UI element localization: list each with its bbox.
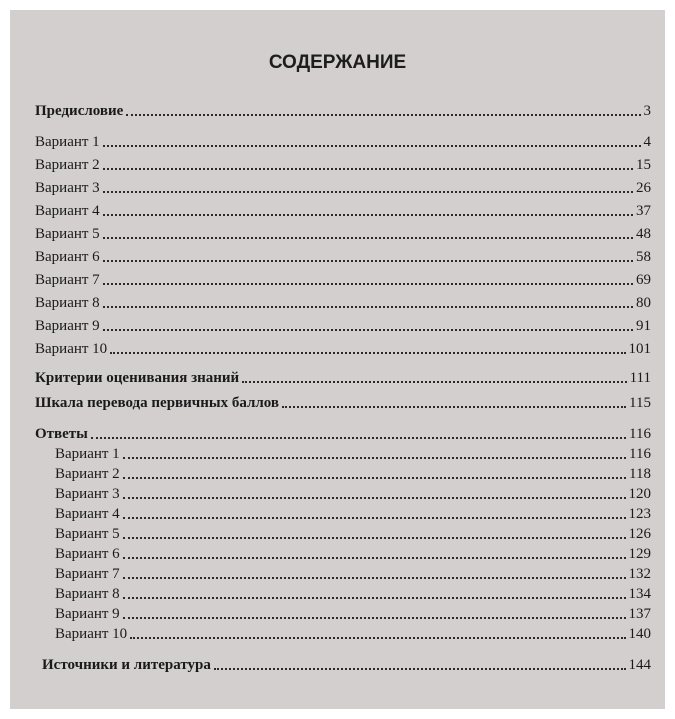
toc-entry xyxy=(55,522,651,542)
toc-entry-label: Вариант 3 xyxy=(55,486,120,502)
dot-leader xyxy=(103,282,633,285)
toc-entry xyxy=(55,562,651,582)
toc-entry-page-number: 140 xyxy=(628,626,651,642)
toc-entry-label: Вариант 7 xyxy=(55,566,120,582)
toc-entry xyxy=(35,99,651,119)
dot-leader xyxy=(123,536,626,539)
toc-entry-page-number: 48 xyxy=(636,226,651,242)
dot-leader xyxy=(123,456,626,459)
toc-entry-page-number: 115 xyxy=(629,395,651,411)
toc-entry-page-number: 144 xyxy=(628,657,651,673)
toc-entry-page-number: 126 xyxy=(628,526,651,542)
dot-leader xyxy=(103,236,633,239)
toc-entry-page-number: 129 xyxy=(628,546,651,562)
toc-entry-label: Вариант 4 xyxy=(35,203,100,219)
toc-entry xyxy=(35,366,651,386)
toc-entry xyxy=(55,582,651,602)
dot-leader xyxy=(110,351,625,354)
toc-entry-page-number: 58 xyxy=(636,249,651,265)
toc-entry-page-number: 137 xyxy=(628,606,651,622)
dot-leader xyxy=(103,190,633,193)
toc-entry-label: Вариант 8 xyxy=(55,586,120,602)
toc-entry-label: Вариант 7 xyxy=(35,272,100,288)
toc-entry-label: Вариант 8 xyxy=(35,295,100,311)
toc-entry-label: Вариант 6 xyxy=(35,249,100,265)
toc-entry-page-number: 3 xyxy=(643,103,651,119)
toc-entry-page-number: 123 xyxy=(628,506,651,522)
toc-entry-page-number: 111 xyxy=(629,370,651,386)
toc-entry xyxy=(55,622,651,642)
dot-leader xyxy=(91,436,626,439)
toc-entry-page-number: 69 xyxy=(636,272,651,288)
toc-entry xyxy=(35,153,651,173)
toc-entry xyxy=(35,222,651,242)
toc-entry-page-number: 118 xyxy=(629,466,651,482)
toc-entry-label: Вариант 3 xyxy=(35,180,100,196)
toc-entry xyxy=(35,422,651,442)
dot-leader xyxy=(123,476,626,479)
dot-leader xyxy=(123,516,626,519)
dot-leader xyxy=(126,113,640,116)
toc-entry-page-number: 116 xyxy=(629,426,651,442)
toc-entry-page-number: 132 xyxy=(628,566,651,582)
toc-entry-label: Вариант 9 xyxy=(55,606,120,622)
toc-entry-label: Вариант 1 xyxy=(55,446,120,462)
dot-leader xyxy=(214,667,626,670)
toc-entry xyxy=(35,130,651,150)
toc-entry xyxy=(55,602,651,622)
dot-leader xyxy=(123,556,626,559)
dot-leader xyxy=(103,259,633,262)
toc-entry xyxy=(35,176,651,196)
toc-entry-label: Вариант 2 xyxy=(35,157,100,173)
page-title: СОДЕРЖАНИЕ xyxy=(268,52,407,73)
toc-entry-page-number: 37 xyxy=(636,203,651,219)
dot-leader xyxy=(130,636,625,639)
dot-leader xyxy=(103,167,633,170)
toc-entry-page-number: 116 xyxy=(629,446,651,462)
toc-entry-label: Шкала перевода первичных баллов xyxy=(35,395,280,411)
toc-entry-label: Вариант 10 xyxy=(55,626,128,642)
dot-leader xyxy=(123,576,626,579)
toc-entry-label: Вариант 5 xyxy=(55,526,120,542)
toc-entry xyxy=(55,462,651,482)
toc-entry-page-number: 91 xyxy=(636,318,651,334)
toc-entry-page-number: 134 xyxy=(628,586,651,602)
toc-entry-page-number: 120 xyxy=(628,486,651,502)
toc-entry-page-number: 80 xyxy=(636,295,651,311)
toc-entry xyxy=(35,391,651,411)
toc-entry xyxy=(35,245,651,265)
toc-entry-label: Вариант 1 xyxy=(35,134,100,150)
toc-entry xyxy=(35,268,651,288)
dot-leader xyxy=(282,405,626,408)
table-of-contents xyxy=(10,10,665,709)
toc-entry xyxy=(42,653,651,673)
book-page xyxy=(10,10,665,709)
toc-entry xyxy=(55,482,651,502)
toc-entry-page-number: 101 xyxy=(628,341,651,357)
dot-leader xyxy=(123,596,626,599)
toc-entry-label: Вариант 6 xyxy=(55,546,120,562)
toc-entry-label: Предисловие xyxy=(35,103,124,119)
toc-entry xyxy=(35,199,651,219)
dot-leader xyxy=(103,328,633,331)
toc-entry xyxy=(55,502,651,522)
toc-entry-label: Вариант 2 xyxy=(55,466,120,482)
toc-entry xyxy=(35,337,651,357)
dot-leader xyxy=(103,305,633,308)
toc-entry-label: Ответы xyxy=(35,426,88,442)
dot-leader xyxy=(242,380,626,383)
toc-entry xyxy=(35,291,651,311)
toc-entry-label: Критерии оценивания знаний xyxy=(35,370,240,386)
toc-entry-label: Вариант 5 xyxy=(35,226,100,242)
toc-entry-page-number: 15 xyxy=(636,157,651,173)
toc-entry-page-number: 4 xyxy=(643,134,651,150)
toc-entry-label: Вариант 9 xyxy=(35,318,100,334)
dot-leader xyxy=(123,496,626,499)
toc-entry-page-number: 26 xyxy=(636,180,651,196)
toc-entry xyxy=(55,442,651,462)
toc-entry-label: Вариант 4 xyxy=(55,506,120,522)
toc-entry xyxy=(55,542,651,562)
toc-entry-label: Вариант 10 xyxy=(35,341,108,357)
toc-entry-label: Источники и литература xyxy=(42,657,211,673)
toc-entry xyxy=(35,314,651,334)
dot-leader xyxy=(123,616,626,619)
dot-leader xyxy=(103,144,641,147)
dot-leader xyxy=(103,213,633,216)
